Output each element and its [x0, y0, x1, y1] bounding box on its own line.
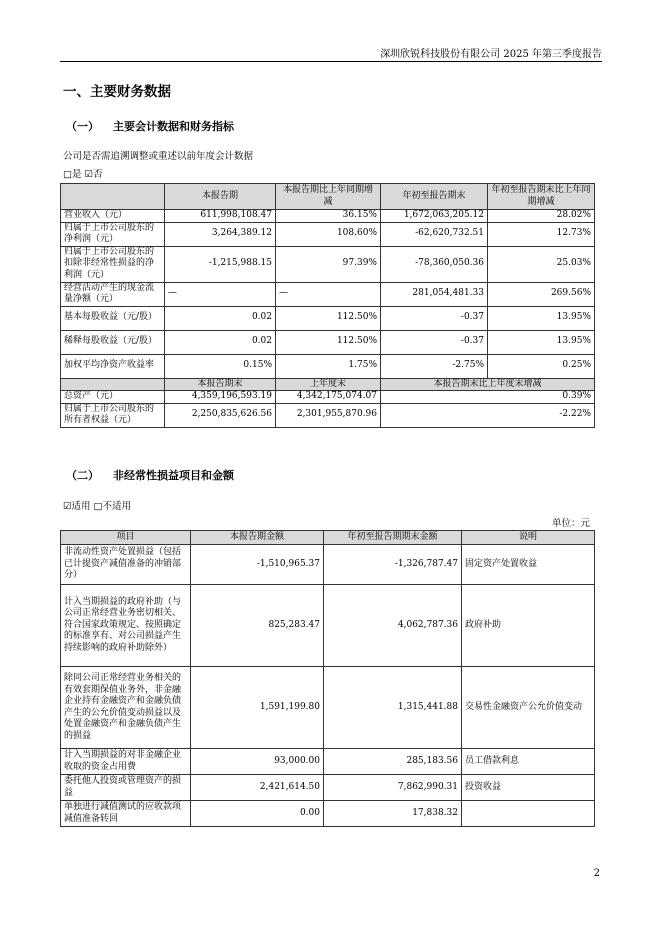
item-label: 委托他人投资或管理资产的损益 — [61, 775, 191, 801]
item-note: 固定资产处置收益 — [462, 545, 595, 585]
item-label: 除同公司正常经营业务相关的有效套期保值业务外，非金融企业持有金融资产和金融负债产生的公允价值变动损益以及处置金融资产和金融负债产生的损益 — [61, 667, 191, 749]
cell-value: -78,360,050.36 — [381, 246, 488, 282]
cell-value: 36.15% — [276, 210, 381, 223]
cell-value: 3,264,389.12 — [165, 222, 276, 246]
table-row — [61, 222, 595, 246]
item-note — [462, 801, 595, 827]
cell-value: 25.03% — [488, 246, 595, 282]
table-header-cell — [61, 184, 165, 210]
row-label: 营业收入（元） — [61, 210, 165, 223]
table-row — [61, 306, 595, 330]
cell-value: 17,838.32 — [324, 801, 462, 827]
table-row — [61, 282, 595, 306]
table-header-cell: 年初至报告期期末金额 — [324, 531, 462, 545]
cell-value: — — [276, 282, 381, 306]
table-header-cell: 年初至报告期末比上年同期增减 — [488, 184, 595, 210]
cell-value: 0.02 — [165, 330, 276, 354]
non-recurring-items-table — [60, 530, 595, 827]
item-label: 单独进行减值测试的应收款项减值准备转回 — [61, 801, 191, 827]
table-row — [61, 545, 595, 585]
cell-value: 0.02 — [165, 306, 276, 330]
table-row — [61, 210, 595, 223]
cell-value: 13.95% — [488, 306, 595, 330]
cell-value: -2.22% — [381, 403, 595, 427]
cell-value: 93,000.00 — [191, 749, 324, 775]
table-header-cell: 本报告期末 — [165, 378, 276, 391]
table-row — [61, 667, 595, 749]
restatement-question: 公司是否需追溯调整或重述以前年度会计数据 — [63, 151, 254, 162]
cell-value: 4,359,196,593.19 — [165, 391, 276, 404]
row-label: 经营活动产生的现金流量净额（元） — [61, 282, 165, 306]
row-label: 加权平均净资产收益率 — [61, 354, 165, 378]
item-label: 计入当期损益的对非金融企业收取的资金占用费 — [61, 749, 191, 775]
cell-value: 1,591,199.80 — [191, 667, 324, 749]
row-label: 基本每股收益（元/股） — [61, 306, 165, 330]
item-note: 投资收益 — [462, 775, 595, 801]
cell-value: -1,215,988.15 — [165, 246, 276, 282]
cell-value: 0.25% — [488, 354, 595, 378]
cell-value: -1,326,787.47 — [324, 545, 462, 585]
cell-value: 112.50% — [276, 306, 381, 330]
cell-value: 269.56% — [488, 282, 595, 306]
table-header-cell: 本报告期末比上年度末增减 — [381, 378, 595, 391]
cell-value: 281,054,481.33 — [381, 282, 488, 306]
cell-value: -0.37 — [381, 306, 488, 330]
table-row — [61, 330, 595, 354]
cell-value: 4,342,175,074.07 — [276, 391, 381, 404]
cell-value: 7,862,990.31 — [324, 775, 462, 801]
cell-value: 0.15% — [165, 354, 276, 378]
cell-value: 611,998,108.47 — [165, 210, 276, 223]
cell-value: 108.60% — [276, 222, 381, 246]
cell-value: 2,301,955,870.96 — [276, 403, 381, 427]
table-header-cell: 本报告期金额 — [191, 531, 324, 545]
cell-value: 4,062,787.36 — [324, 585, 462, 667]
report-header: 深圳欣锐科技股份有限公司 2025 年第三季度报告 — [380, 49, 602, 60]
table-row — [61, 354, 595, 378]
cell-value: 2,421,614.50 — [191, 775, 324, 801]
cell-value: 2,250,835,626.56 — [165, 403, 276, 427]
row-label: 归属于上市公司股东的所有者权益（元） — [61, 403, 165, 427]
page-number: 2 — [593, 868, 600, 879]
item-label: 计入当期损益的政府补助（与公司正常经营业务密切相关、符合国家政策规定、按照确定的标准享有、对公司损益产生持续影响的政府补助除外） — [61, 585, 191, 667]
table-row — [61, 585, 595, 667]
cell-value: 1,672,063,205.12 — [381, 210, 488, 223]
subsection-title-1 — [66, 118, 234, 134]
table-row — [61, 246, 595, 282]
cell-value: 12.73% — [488, 222, 595, 246]
item-note: 员工借款利息 — [462, 749, 595, 775]
cell-value: 0.39% — [381, 391, 595, 404]
cell-value: 0.00 — [191, 801, 324, 827]
table-header-cell: 说明 — [462, 531, 595, 545]
financial-data-table — [60, 183, 595, 428]
table-header-cell: 本报告期 — [165, 184, 276, 210]
cell-value: — — [165, 282, 276, 306]
table-header-cell: 年初至报告期末 — [381, 184, 488, 210]
table-row — [61, 801, 595, 827]
item-note: 政府补助 — [462, 585, 595, 667]
row-label: 归属于上市公司股东的扣除非经常性损益的净利润（元） — [61, 246, 165, 282]
cell-value: 28.02% — [488, 210, 595, 223]
item-note: 交易性金融资产公允价值变动 — [462, 667, 595, 749]
cell-value: -0.37 — [381, 330, 488, 354]
cell-value: -62,620,732.51 — [381, 222, 488, 246]
cell-value: 1,315,441.88 — [324, 667, 462, 749]
table-header-cell: 上年度末 — [276, 378, 381, 391]
header-divider — [60, 61, 602, 62]
restatement-choice: □是 ☑否 — [63, 169, 103, 180]
cell-value: 112.50% — [276, 330, 381, 354]
cell-value: 285,183.56 — [324, 749, 462, 775]
cell-value: 97.39% — [276, 246, 381, 282]
table-row — [61, 403, 595, 427]
table-row — [61, 775, 595, 801]
cell-value: 1.75% — [276, 354, 381, 378]
applicability-choice: ☑适用 □不适用 — [63, 501, 132, 512]
row-label: 总资产（元） — [61, 391, 165, 404]
section-title: 一、主要财务数据 — [63, 84, 171, 100]
table-header-cell: 本报告期比上年同期增减 — [276, 184, 381, 210]
table-row — [61, 749, 595, 775]
row-label: 稀释每股收益（元/股） — [61, 330, 165, 354]
table-header-cell — [61, 378, 165, 391]
subsection-title-2 — [66, 467, 234, 483]
table-header-cell: 项目 — [61, 531, 191, 545]
cell-value: 825,283.47 — [191, 585, 324, 667]
subsection-number: （二） — [66, 469, 99, 482]
subsection-number: （一） — [66, 120, 99, 133]
cell-value: -2.75% — [381, 354, 488, 378]
row-label: 归属于上市公司股东的净利润（元） — [61, 222, 165, 246]
table-row — [61, 391, 595, 404]
item-label: 非流动性资产处置损益（包括已计提资产减值准备的冲销部分） — [61, 545, 191, 585]
cell-value: -1,510,965.37 — [191, 545, 324, 585]
subsection-label: 非经常性损益项目和金额 — [113, 469, 234, 482]
unit-label: 单位：元 — [551, 518, 590, 529]
subsection-label: 主要会计数据和财务指标 — [113, 120, 234, 133]
cell-value: 13.95% — [488, 330, 595, 354]
